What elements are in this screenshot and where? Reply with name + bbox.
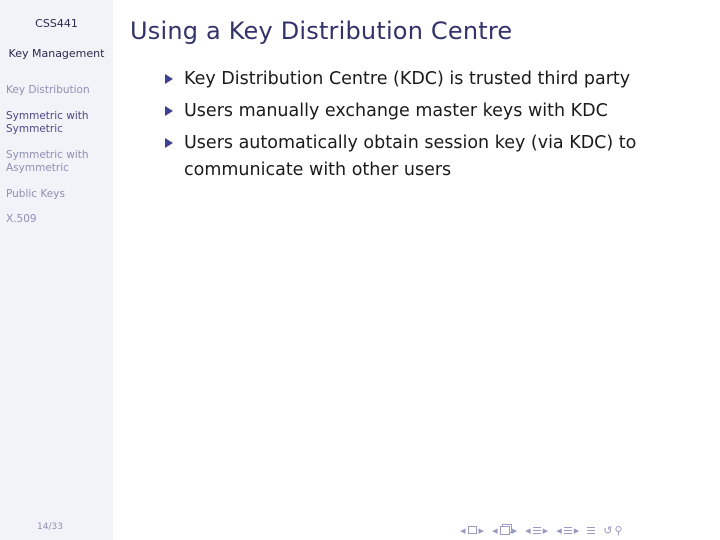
bullet-text: Users automatically obtain session key (via KDC) to xyxy=(184,133,637,153)
nav-section-group xyxy=(556,525,579,536)
sidebar-item-label: Key Distribution xyxy=(6,84,90,96)
sidebar-item-label: Symmetric with xyxy=(6,149,89,161)
toc-icon[interactable] xyxy=(587,526,595,534)
sidebar-item-label: Symmetric xyxy=(6,123,63,135)
arrow-right-icon[interactable]: ▸ xyxy=(542,523,549,537)
bullet-text: Key Distribution Centre (KDC) is trusted third party xyxy=(184,69,631,89)
bullet-item xyxy=(165,130,685,184)
page-number: 14/33 xyxy=(37,522,63,532)
nav-toc-group xyxy=(587,526,595,534)
arrow-right-icon[interactable]: ▸ xyxy=(573,523,580,537)
bullet-list xyxy=(165,66,685,189)
sidebar-item-symmetric-with-symmetric[interactable] xyxy=(6,110,110,136)
subsection-icon[interactable] xyxy=(533,526,541,534)
sidebar-item-label: Asymmetric xyxy=(6,162,69,174)
frame-icon[interactable] xyxy=(500,526,510,535)
search-back-icon[interactable]: ↺ xyxy=(603,523,613,537)
bullet-item xyxy=(165,66,685,93)
sidebar-item-x509[interactable] xyxy=(6,213,110,226)
search-icon[interactable]: ⚲ xyxy=(614,523,623,537)
section-icon[interactable] xyxy=(564,526,572,534)
nav-slide-group xyxy=(460,525,484,536)
arrow-left-icon[interactable]: ◂ xyxy=(492,523,498,537)
beamer-navigation-bar xyxy=(460,523,628,537)
nav-search-group xyxy=(603,525,622,536)
nav-subsection-group xyxy=(525,525,548,536)
bullet-marker-icon xyxy=(165,74,173,84)
sidebar-section-title[interactable]: Key Management xyxy=(8,47,105,60)
sidebar-item-label: X.509 xyxy=(6,213,37,225)
sidebar-item-key-distribution[interactable] xyxy=(6,84,110,97)
bullet-marker-icon xyxy=(165,106,173,116)
arrow-left-icon[interactable]: ◂ xyxy=(525,523,531,537)
sidebar-item-label: Symmetric with xyxy=(6,110,89,122)
sidebar xyxy=(0,0,113,540)
arrow-right-icon[interactable]: ▸ xyxy=(478,523,485,537)
slide-box-icon[interactable] xyxy=(468,526,477,534)
bullet-text: Users manually exchange master keys with KDC xyxy=(184,101,608,121)
sidebar-item-symmetric-with-asymmetric[interactable] xyxy=(6,149,110,175)
sidebar-item-label: Public Keys xyxy=(6,188,65,200)
bullet-marker-icon xyxy=(165,138,173,148)
arrow-right-icon[interactable]: ▸ xyxy=(511,523,518,537)
arrow-left-icon[interactable]: ◂ xyxy=(556,523,562,537)
arrow-left-icon[interactable]: ◂ xyxy=(460,523,466,537)
bullet-item xyxy=(165,98,685,125)
sidebar-course-title[interactable]: CSS441 xyxy=(35,17,78,30)
slide-title: Using a Key Distribution Centre xyxy=(130,17,513,45)
bullet-text-continuation: communicate with other users xyxy=(184,160,452,180)
nav-frame-group xyxy=(492,525,517,536)
sidebar-item-public-keys[interactable] xyxy=(6,188,110,201)
